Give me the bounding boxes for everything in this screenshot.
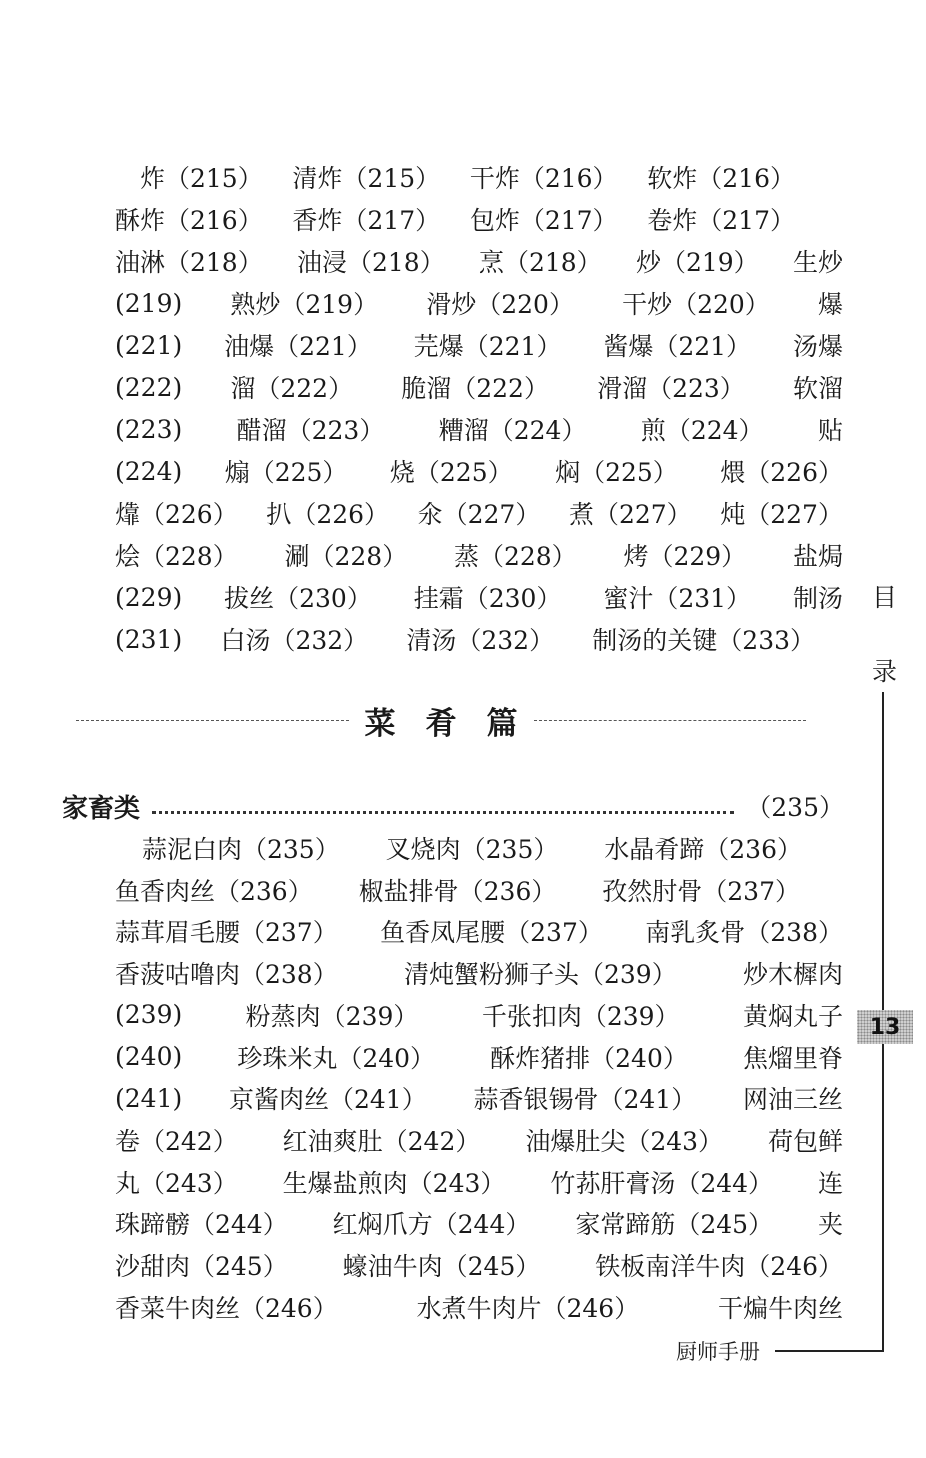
method-entry: 烤（229）	[623, 542, 747, 571]
dot-leader	[152, 811, 734, 814]
dish-entry: 焦熘里脊	[742, 1043, 843, 1073]
dish-entry: 水煮牛肉片（246）	[416, 1293, 640, 1323]
method-entry: 扒（226）	[266, 500, 390, 529]
dish-line	[115, 870, 800, 910]
method-entry: (224)	[115, 456, 183, 486]
dish-entry: 油爆肚尖（243）	[525, 1126, 724, 1156]
method-entry: 㸆（226）	[115, 500, 238, 529]
sidebar-rule-lower	[882, 1044, 884, 1352]
category-entry	[62, 786, 844, 826]
method-entry: (231)	[115, 624, 183, 654]
footer-rule	[775, 1350, 884, 1352]
method-line	[115, 619, 815, 659]
dish-entry: 夹	[817, 1210, 843, 1240]
method-entry: 芫爆（221）	[413, 332, 562, 361]
dish-line	[115, 953, 843, 993]
method-entry: 软溜	[792, 374, 843, 403]
method-line	[115, 283, 843, 323]
method-entry: 清炸（215）	[292, 164, 441, 193]
dish-entry: 南乳炙骨（238）	[645, 918, 843, 948]
method-entry: 蒸（228）	[453, 542, 577, 571]
method-entry: 醋溜（223）	[236, 416, 385, 445]
method-entry: 制汤的关键（233）	[592, 626, 815, 655]
method-entry: 汤爆	[792, 332, 843, 361]
dish-entry: 红焖爪方（244）	[332, 1210, 531, 1240]
method-entry: 涮（228）	[284, 542, 408, 571]
method-entry: 制汤	[792, 584, 843, 613]
method-line	[115, 325, 843, 365]
dish-entry: 鱼香凤尾腰（237）	[380, 918, 603, 948]
category-name: 家畜类	[62, 793, 141, 824]
category-page: （235）	[746, 793, 844, 822]
method-entry: 干炒（220）	[622, 290, 770, 319]
method-entry: 挂霜（230）	[413, 584, 562, 613]
dish-entry: (239)	[115, 1000, 183, 1030]
dish-entry: 丸（243）	[115, 1168, 238, 1198]
method-entry: 煎（224）	[640, 416, 764, 445]
method-entry: 油浸（218）	[296, 248, 445, 277]
method-line	[115, 493, 843, 533]
section-heading	[76, 700, 806, 740]
method-entry: 滑溜（223）	[597, 374, 745, 403]
dish-entry: 水晶肴蹄（236）	[604, 835, 802, 864]
method-entry: 白汤（232）	[220, 626, 369, 655]
page-number-tab	[857, 1010, 913, 1044]
method-entry: 脆溜（222）	[401, 374, 549, 403]
sidebar-char-mu: 目	[872, 583, 898, 612]
dish-entry: 竹荪肝膏汤（244）	[550, 1168, 774, 1198]
method-entry: 爆	[817, 290, 843, 319]
dish-entry: 沙甜肉（245）	[115, 1252, 288, 1281]
method-entry: 焖（225）	[555, 458, 678, 487]
dish-entry: 孜然肘骨（237）	[602, 876, 800, 906]
dish-entry: 珠蹄髈（244）	[115, 1210, 288, 1240]
dish-entry: 鱼香肉丝（236）	[115, 876, 313, 906]
method-entry: 清汤（232）	[406, 626, 555, 655]
dish-entry: 生爆盐煎肉（243）	[282, 1168, 506, 1198]
book-title: 厨师手册	[676, 1340, 760, 1364]
dish-entry: 酥炸猪排（240）	[490, 1043, 688, 1073]
dish-line	[115, 911, 843, 951]
dish-entry: 炒木樨肉	[742, 960, 843, 990]
dish-line	[115, 1037, 843, 1077]
method-entry: 煮（227）	[568, 500, 692, 529]
method-entry: 氽（227）	[417, 500, 541, 529]
method-entry: 炖（227）	[720, 500, 843, 529]
dish-line	[115, 1245, 843, 1285]
method-entry: 软炸（216）	[647, 164, 795, 193]
method-entry: 烧（225）	[389, 458, 513, 487]
method-entry: 干炸（216）	[469, 164, 618, 193]
method-entry: (222)	[115, 372, 183, 402]
dish-entry: 蒜茸眉毛腰（237）	[115, 918, 338, 948]
dish-entry: 连	[817, 1168, 843, 1198]
method-entry: 烩（228）	[115, 542, 238, 571]
dish-entry: (240)	[115, 1042, 183, 1071]
dish-entry: 香菜牛肉丝（246）	[115, 1293, 338, 1323]
dish-line	[115, 1162, 843, 1202]
method-entry: 生炒	[792, 248, 843, 277]
dish-entry: 椒盐排骨（236）	[358, 876, 557, 906]
method-entry: 滑炒（220）	[426, 290, 574, 319]
method-line	[115, 367, 843, 407]
method-entry: 卷炸（217）	[647, 206, 795, 235]
method-line	[115, 535, 843, 575]
method-line	[115, 409, 843, 449]
section-title: 菜肴篇	[364, 705, 548, 742]
dish-entry: 蒜泥白肉（235）	[142, 835, 340, 864]
method-entry: 熟炒（219）	[230, 290, 379, 319]
dish-entry: 粉蒸肉（239）	[245, 1001, 419, 1031]
sidebar-rule-upper	[882, 692, 884, 1010]
heading-rule-left	[76, 720, 349, 721]
dish-line	[115, 1078, 843, 1118]
method-entry: (223)	[115, 414, 183, 444]
method-entry: 酥炸（216）	[115, 206, 263, 235]
method-entry: 香炸（217）	[292, 206, 441, 235]
method-entry: 煽（225）	[224, 458, 348, 487]
dish-line	[115, 1120, 843, 1160]
method-entry: 酱爆（221）	[603, 332, 752, 361]
method-entry: 油淋（218）	[115, 248, 263, 277]
dish-entry: 千张扣肉（239）	[481, 1001, 680, 1031]
method-entry: 油爆（221）	[224, 332, 372, 361]
dish-entry: 铁板南洋牛肉（246）	[595, 1252, 843, 1281]
dish-line	[115, 995, 843, 1035]
method-entry: 糟溜（224）	[438, 416, 587, 445]
method-entry: 炸（215）	[140, 164, 263, 193]
dish-entry: (241)	[115, 1083, 183, 1113]
method-entry: 烹（218）	[478, 248, 602, 277]
method-line	[115, 199, 795, 239]
dish-entry: 京酱肉丝（241）	[229, 1085, 427, 1115]
sidebar-char-lu: 录	[872, 657, 898, 686]
method-entry: 贴	[817, 416, 843, 445]
dish-entry: 叉烧肉（235）	[385, 835, 559, 864]
dish-entry: 蒜香银锡骨（241）	[473, 1085, 697, 1115]
method-entry: 炒（219）	[635, 248, 759, 277]
dish-entry: 蠔油牛肉（245）	[342, 1252, 541, 1281]
dish-entry: 珍珠米丸（240）	[237, 1043, 436, 1073]
method-entry: (229)	[115, 582, 183, 612]
dish-entry: 清炖蟹粉狮子头（239）	[403, 960, 677, 990]
method-line	[140, 157, 795, 197]
dish-entry: 红油爽肚（242）	[282, 1126, 481, 1156]
method-entry: 煨（226）	[720, 458, 843, 487]
dish-line	[142, 828, 802, 868]
dish-entry: 家常蹄筋（245）	[575, 1210, 774, 1240]
method-line	[115, 577, 843, 617]
method-entry: 包炸（217）	[469, 206, 618, 235]
method-entry: 盐焗	[792, 542, 843, 571]
dish-entry: 干煸牛肉丝	[717, 1293, 843, 1323]
dish-entry: 卷（242）	[115, 1126, 238, 1156]
dish-entry: 香菠咕噜肉（238）	[115, 960, 338, 990]
method-entry: 蜜汁（231）	[603, 584, 752, 613]
dish-entry: 荷包鲜	[767, 1126, 843, 1156]
dish-entry: 黄焖丸子	[742, 1001, 843, 1031]
method-entry: 溜（222）	[230, 374, 354, 403]
method-entry: 拔丝（230）	[224, 584, 372, 613]
method-line	[115, 241, 843, 281]
dish-entry: 网油三丝	[742, 1085, 843, 1115]
dish-line	[115, 1203, 843, 1243]
page-number: 13	[869, 1014, 901, 1040]
method-entry: (221)	[115, 330, 183, 360]
method-entry: (219)	[115, 288, 183, 318]
method-line	[115, 451, 843, 491]
dish-line	[115, 1287, 843, 1327]
heading-rule-right	[534, 720, 807, 721]
